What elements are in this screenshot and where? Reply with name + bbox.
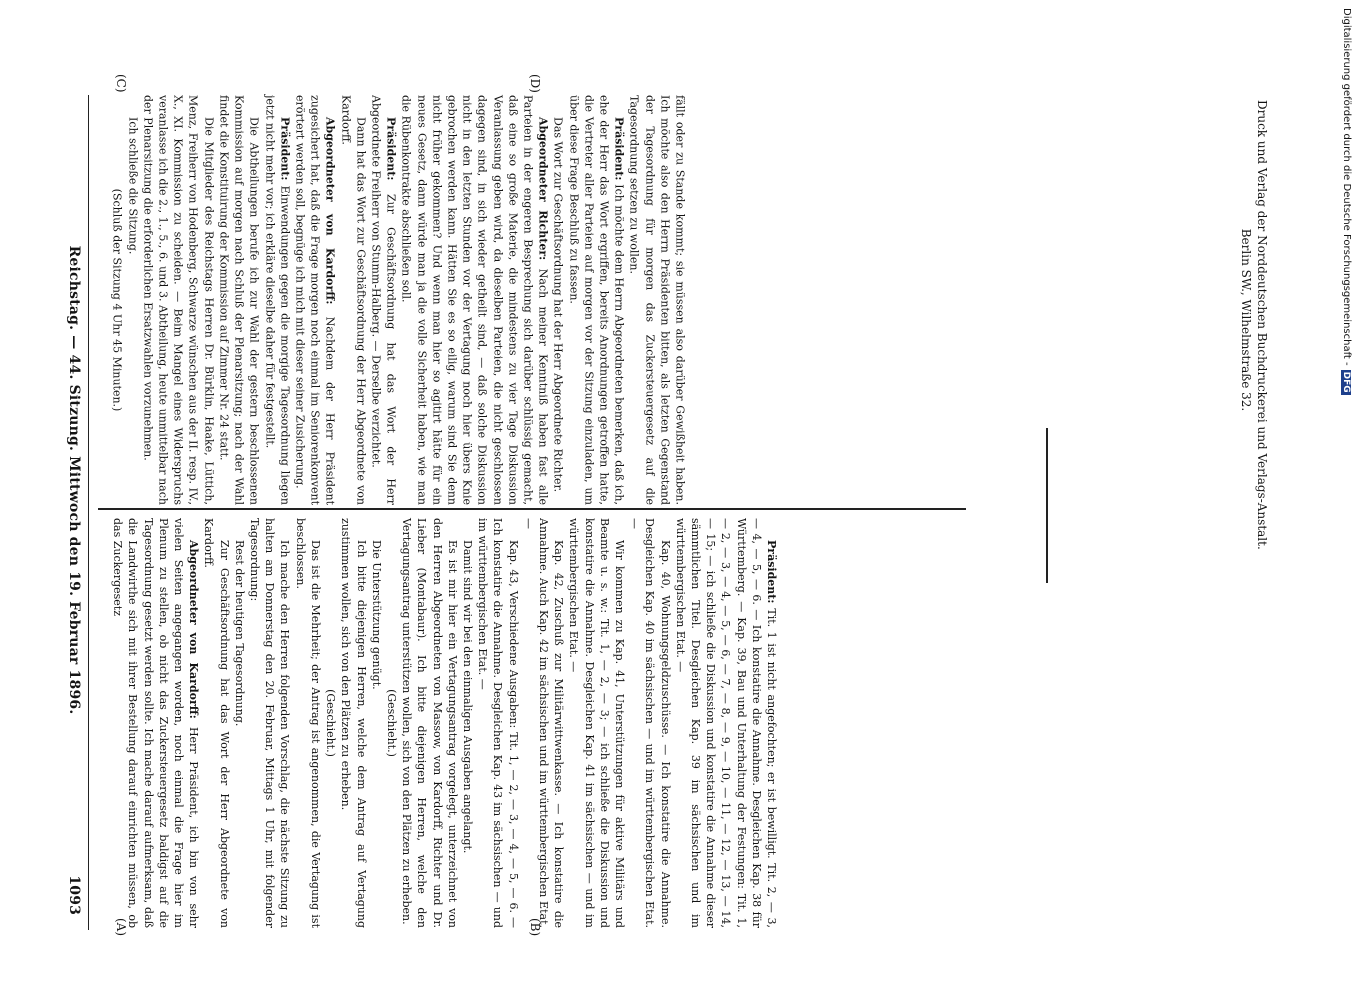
paragraph bbox=[627, 518, 673, 928]
paragraph bbox=[551, 95, 566, 505]
paragraph-text: Die Unterstützung genügt. bbox=[369, 540, 383, 690]
paragraph bbox=[368, 95, 398, 505]
paragraph-text: Ich schließe die Sitzung. bbox=[126, 117, 140, 255]
dfg-logo: DFG bbox=[1341, 371, 1351, 393]
paragraph bbox=[338, 95, 368, 505]
speaker-name: Präsident: bbox=[384, 117, 398, 194]
paragraph-text: Kap. 40, Wohnungsgeldzuschüsse. — Ich konstatire die Annahme. Desgleichen Kap. 40 im sächsischen — und im württembergischen Etat. — bbox=[628, 518, 672, 928]
marker-d: (D) bbox=[528, 74, 542, 93]
paragraph bbox=[338, 518, 368, 928]
paragraph-text: Es ist mir hier ein Vertagungsantrag vorgelegt, unterzeichnet von den Herren Abgeordneten von Massow, von Kardorff, Richter und Dr. Lieber (Montabaur). Ich bitte diejenigen Herren, welche den Vertagungsantrag unterstützen wollen, sich von den Plätzen zu erheben. bbox=[400, 518, 459, 928]
paragraph bbox=[110, 95, 125, 505]
digitization-note bbox=[1341, 8, 1352, 395]
paragraph bbox=[292, 95, 338, 505]
page-header bbox=[66, 100, 82, 920]
paragraph bbox=[216, 95, 262, 505]
paragraph bbox=[232, 518, 247, 928]
paragraph bbox=[247, 518, 293, 928]
paragraph bbox=[399, 518, 460, 928]
paragraph bbox=[110, 518, 201, 928]
speaker-name: Abgeordneter von Kardorff: bbox=[187, 540, 201, 727]
digitization-text: Digitalisierung gefördert durch die Deutsche Forschungsgemeinschaft - bbox=[1341, 8, 1352, 366]
paragraph-text: Ich möchte dem Herrn Abgeordneten bemerken, daß ich, ehe der Herr das Wort ergriffen, bereits Anordnungen getroffen hatte, die Vertreter aller Parteien auf morgen vor der Sitzung einzuladen, um über diese Frage Beschluß zu fassen. bbox=[567, 95, 626, 505]
paragraph-text: Kap. 42, Zuschuß zur Militärwittwenkasse. — Ich konstatire die Annahme. Auch Kap. 42 im sächsischen und im württembergischen Etat. — bbox=[521, 518, 566, 928]
paragraph bbox=[627, 95, 688, 505]
speaker-name: Abgeordneter Richter: bbox=[536, 117, 550, 269]
paragraph-text: Ich bitte diejenigen Herren, welche dem Antrag auf Vertagung zustimmen wollen, sich von den Plätzen zu erheben. bbox=[339, 518, 368, 928]
paragraph-text: Dann hat das Wort zur Geschäftsordnung der Herr Abgeordnete von Kardorff. bbox=[339, 95, 368, 505]
marker-a: (A) bbox=[114, 918, 128, 937]
marker-c: (C) bbox=[114, 74, 128, 93]
paragraph-text: Die Mitglieder des Reichstags Herren Dr. Bürklin, Haake, Lüttich, Menz, Freiherr von Hodenberg, Schwarze wünschen aus der II. resp. IV., X., XI. Kommission zu scheiden. — Beim Mangel eines Widerspruchs veranlasse ich die 2., 1., 5., 6. und 3. Abtheilung, heute unmittelbar nach der Plenarsitzung die erforderlichen Ersatzwahlen vorzunehmen. bbox=[141, 95, 216, 505]
paragraph-text: Zur Geschäftsordnung hat das Wort der Herr Abgeordnete von Kardorff. bbox=[202, 518, 231, 928]
speaker-name: Präsident: bbox=[764, 540, 778, 609]
paragraph bbox=[201, 518, 231, 928]
paragraph bbox=[140, 95, 216, 505]
paragraph-text: fällt oder zu Stande kommt; sie müssen also darüber Gewißheit haben. Ich möchte also den Herrn Präsidenten bitten, als letzten Gegenstand der Tagesordnung für morgen das Zuckersteuergesetz auf die Tagesordnung setzen zu wollen. bbox=[628, 95, 687, 505]
paragraph-text: Tit. 1 ist nicht angefochten; er ist bewilligt. Tit. 2, — 3, — 4, — 5, — 6. — Ich konstatire die Annahme. Desgleichen Kap. 38 für Württemberg. — Kap. 39, Bau und Unterhaltung der Festungen: Tit. 1, — 2, — 3, — 4, — 5, — 6, — 7, — 8, — 9, — 10, — 11, — 12, — 13, — 14, — 15; — ich schließe die Diskussion und konstatire die Annahme dieser sämmtlichen Titel. Desgleichen Kap. 39 im sächsischen und im württembergischen Etat. — bbox=[673, 518, 778, 928]
paragraph-text: Zur Geschäftsordnung hat das Wort der Herr Abgeordnete Freiherr von Stumm-Halberg. — Derselbe verzichtet. bbox=[369, 95, 398, 505]
header-title: Reichstag. — 44. Sitzung. Mittwoch den 19. Februar 1896. bbox=[66, 245, 82, 715]
speaker-name: Abgeordneter von Kardorff: bbox=[324, 117, 338, 317]
paragraph-text: (Geschieht.) bbox=[384, 689, 398, 757]
header-rule bbox=[88, 95, 89, 930]
paragraph-text: Wir kommen zu Kap. 41, Unterstützungen für aktive Militärs und Beamte u. s. w.: Tit. 1, — 2, — 3; — ich schließe die Diskussion und konstatire die Annahme. Desgleichen Kap. 41 im sächsischen — und im württembergischen Etat. — bbox=[567, 518, 626, 928]
paragraph-text: Herr Präsident, ich bin von sehr vielen Seiten angegangen worden, noch einmal die Frage hier im Plenum zu stellen, ob nicht das Zuckersteuergesetz baldigst auf die Tagesordnung gesetzt werden sollte. Ich mache darauf aufmerksam, daß die Landwirthe sich mit ihrer Bestellung darauf einrichten müssen, ob das Zuckergesetz bbox=[111, 518, 201, 928]
paragraph bbox=[475, 518, 521, 928]
left-column bbox=[110, 518, 779, 928]
paragraph bbox=[566, 518, 627, 928]
page-number: 1093 bbox=[66, 875, 82, 916]
speaker-name: Präsident: bbox=[612, 117, 626, 185]
end-rule bbox=[1046, 428, 1048, 583]
paragraph-text: (Geschieht.) bbox=[324, 689, 338, 757]
printer-imprint bbox=[1238, 100, 1270, 550]
paragraph-text: Kap. 43, Verschiedene Ausgaben: Tit. 1, — 2, — 3, — 4, — 5, — 6. — Ich konstatire die Annahme. Desgleichen Kap. 43 im sächsischen — und im württembergischen Etat. — bbox=[476, 518, 520, 928]
paragraph bbox=[460, 518, 475, 928]
printer-line-2: Berlin SW., Wilhelmstraße 32. bbox=[1239, 228, 1253, 412]
paragraph bbox=[262, 95, 292, 505]
paragraph bbox=[368, 518, 383, 928]
paragraph-text: Die Abtheilungen berufe ich zur Wahl der gestern beschlossenen Kommission auf morgen nach Schluß der Plenarsitzung; nach der Wahl findet die Konstituirung der Kommission auf Zimmer Nr. 24 statt. bbox=[217, 95, 262, 505]
paragraph bbox=[323, 518, 338, 928]
paragraph bbox=[292, 518, 322, 928]
paragraph bbox=[566, 95, 627, 505]
column-divider bbox=[98, 508, 966, 510]
paragraph-text: Nach meiner Kenntniß haben fast alle Parteien in der engeren Besprechung sich darüber schlüssig gemacht, daß eine so große Materie, die mindestens zu vier Tage Diskussion Veranlassung geben wird, da dieselben Parteien, die nicht geschlossen dagegen sind, in sich wieder getheilt sind, — daß solche Diskussion nicht in den letzten Stunden vor der Vertagung noch hier übers Knie gebrochen werden kann. Hätten Sie es so eilig, warum sind Sie denn nicht früher gekommen? Und wenn man hier so agitirt hätte für ein neues Gesetz, dann würde man ja die volle Sicherheit haben, wie man die Rübenkontrakte abschließen soll. bbox=[400, 95, 550, 505]
paragraph bbox=[399, 95, 551, 505]
printer-line-1: Druck und Verlag der Norddeutschen Buchdruckerei und Verlags-Anstalt. bbox=[1255, 100, 1269, 550]
paragraph bbox=[520, 518, 566, 928]
paragraph bbox=[673, 518, 779, 928]
paragraph-text: Einwendungen gegen die morgige Tagesordnung liegen jetzt nicht mehr vor; ich erkläre dieselbe daher für festgestellt. bbox=[263, 95, 292, 505]
right-column bbox=[110, 95, 688, 505]
paragraph bbox=[384, 518, 399, 928]
marker-b: (B) bbox=[528, 918, 542, 937]
paragraph-text: Ich mache den Herren folgenden Vorschlag, die nächste Sitzung zu halten am Donnerstag den 20. Februar, Mittags 1 Uhr, mit folgender Tagesordnung: bbox=[248, 518, 292, 928]
paragraph-text: Das ist die Mehrheit; der Antrag ist angenommen, die Vertagung ist beschlossen. bbox=[293, 518, 322, 928]
paragraph-text: Rest der heutigen Tagesordnung. bbox=[232, 540, 246, 727]
paragraph-text: Das Wort zur Geschäftsordnung hat der Herr Abgeordnete Richter. bbox=[552, 117, 566, 493]
paragraph-text: Nachdem der Herr Präsident zugesichert hat, daß die Frage morgen noch einmal im Seniorenkonvent erörtert werden soll, begnüge ich mich mit dieser seiner Zusicherung. bbox=[293, 95, 338, 505]
speaker-name: Präsident: bbox=[278, 117, 292, 186]
paragraph-text: Damit sind wir bei den einmaligen Ausgaben angelangt. bbox=[460, 540, 474, 854]
paragraph-text: (Schluß der Sitzung 4 Uhr 45 Minuten.) bbox=[111, 188, 125, 412]
paragraph bbox=[125, 95, 140, 505]
